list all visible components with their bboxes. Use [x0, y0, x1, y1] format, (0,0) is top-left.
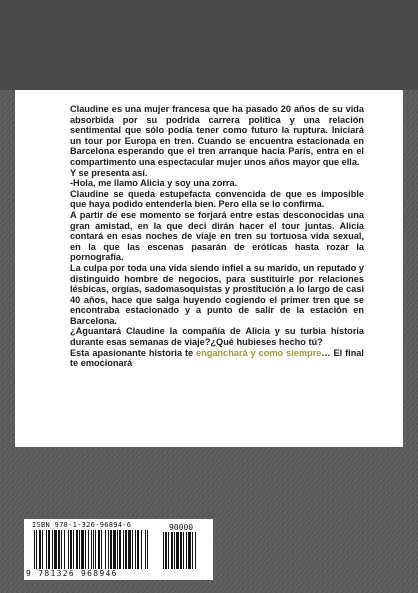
barcode-bar [171, 532, 173, 569]
synopsis-paragraph-1: Claudine es una mujer francesa que ha pasado 20 años de su vida absorbida por su podrida carrera política y una relación sentimental que sólo podía tener como futuro la ruptura. Iniciará un tour por Europa en tren. Cuando se encuentra estacionada en Barcelona esperando que el tren arranque hacia París, entra en el compartimento una espectacular mujer unos años mayor que ella. [70, 104, 364, 167]
barcode-bar [39, 530, 41, 569]
barcode-bar [117, 530, 118, 569]
barcode-bar [180, 532, 182, 569]
barcode-bar [101, 530, 102, 569]
barcode-bar [145, 530, 146, 569]
barcode-bar [188, 532, 191, 569]
barcode-bar [91, 530, 92, 569]
barcode-bar [186, 532, 187, 569]
barcode-bar [195, 532, 196, 569]
barcode-bar [113, 530, 116, 569]
closing-text-start: Esta apasionante historia te [70, 347, 197, 358]
barcode-bar [46, 530, 47, 569]
barcode-bar [119, 530, 121, 569]
synopsis-paragraph-3: -Hola, me llamo Alicia y soy una zorra. [70, 178, 238, 189]
barcode-bar [93, 530, 94, 569]
ean-barcode [34, 530, 159, 569]
barcode-bar [137, 530, 139, 569]
barcode-bar [73, 530, 74, 569]
barcode-bar [132, 530, 133, 569]
barcode-bar [64, 530, 65, 569]
isbn-number: ISBN 978-1-326-96894-6 [32, 521, 132, 529]
barcode-bar [183, 532, 184, 569]
synopsis-paragraph-2: Y se presenta así. [70, 167, 148, 178]
barcode-bar [176, 532, 179, 569]
barcode-bar [54, 530, 57, 569]
barcode-bar [135, 530, 136, 569]
barcode-bar [88, 530, 89, 569]
synopsis-paragraph-7: ¿Aguantará Claudine la compañía de Alicia y su turbia historia durante esas semanas de viaje?¿Qué hubieses hecho tú? [70, 326, 364, 348]
barcode-bar [42, 530, 43, 569]
barcode-bar [52, 530, 53, 569]
barcode-bar [61, 530, 62, 569]
barcode-bar [95, 530, 96, 569]
synopsis-paragraph-4: Claudine se queda estupefacta convencida de que es imposible que haya podido entenderla bien. Pero ella se lo confirma. [70, 188, 364, 210]
barcode-bar [58, 530, 60, 569]
barcode-bar [85, 530, 86, 569]
barcode-bar [192, 532, 193, 569]
closing-text-highlight: enganchará y como siempre [196, 347, 322, 358]
barcode-bar [165, 532, 167, 569]
barcode-bar [79, 530, 80, 569]
closing-text-end: … El final te emocionará [70, 347, 364, 369]
synopsis-paragraph-5: A partir de ese momento se forjará entre estas desconocidas una gran amistad, en la que deci dirán hacer el tour juntas. Alicia contará en esas noches de viaje en tren su tortuosa vida sexual, en la que las escenas pasarán de eróticas hasta rozar la pornografía. [70, 209, 364, 263]
barcode-bar [34, 530, 35, 569]
barcode-bar [108, 530, 109, 569]
barcode-bar [105, 530, 106, 569]
barcode-bar [76, 530, 78, 569]
barcode-bar [147, 530, 148, 569]
barcode-bar [68, 530, 69, 569]
barcode-bar [174, 532, 175, 569]
barcode-bar [163, 532, 164, 569]
barcode-bar [123, 530, 124, 569]
barcode-bar [98, 530, 100, 569]
book-synopsis [70, 104, 364, 369]
back-cover-text-panel [15, 90, 403, 447]
isbn-barcode-box [24, 519, 213, 580]
addon-barcode [163, 532, 208, 569]
barcode-bar [70, 530, 72, 569]
synopsis-closing-line [70, 348, 364, 369]
barcode-bar [125, 530, 127, 569]
cover-top-band [0, 0, 418, 90]
barcode-bar [81, 530, 84, 569]
barcode-bar [48, 530, 50, 569]
barcode-bar [36, 530, 37, 569]
barcode-bar [141, 530, 142, 569]
barcode-bar [128, 530, 131, 569]
barcode-bar [110, 530, 112, 569]
synopsis-paragraph-6: La culpa por toda una vida siendo infiel a su marido, un reputado y distinguido hombre de negocios, para sustituirle por relaciones lésbicas, orgías, sadomasoquistas y prostitución a lo largo de casi 40 años, hace que salga huyendo cogiendo el primer tren que se encontraba estacionado y a punto de salir de la estación en Barcelona. [70, 262, 364, 326]
barcode-bar [168, 532, 169, 569]
ean-digits: 9 781326 968946 [26, 569, 118, 578]
price-code: 90000 [169, 523, 194, 532]
